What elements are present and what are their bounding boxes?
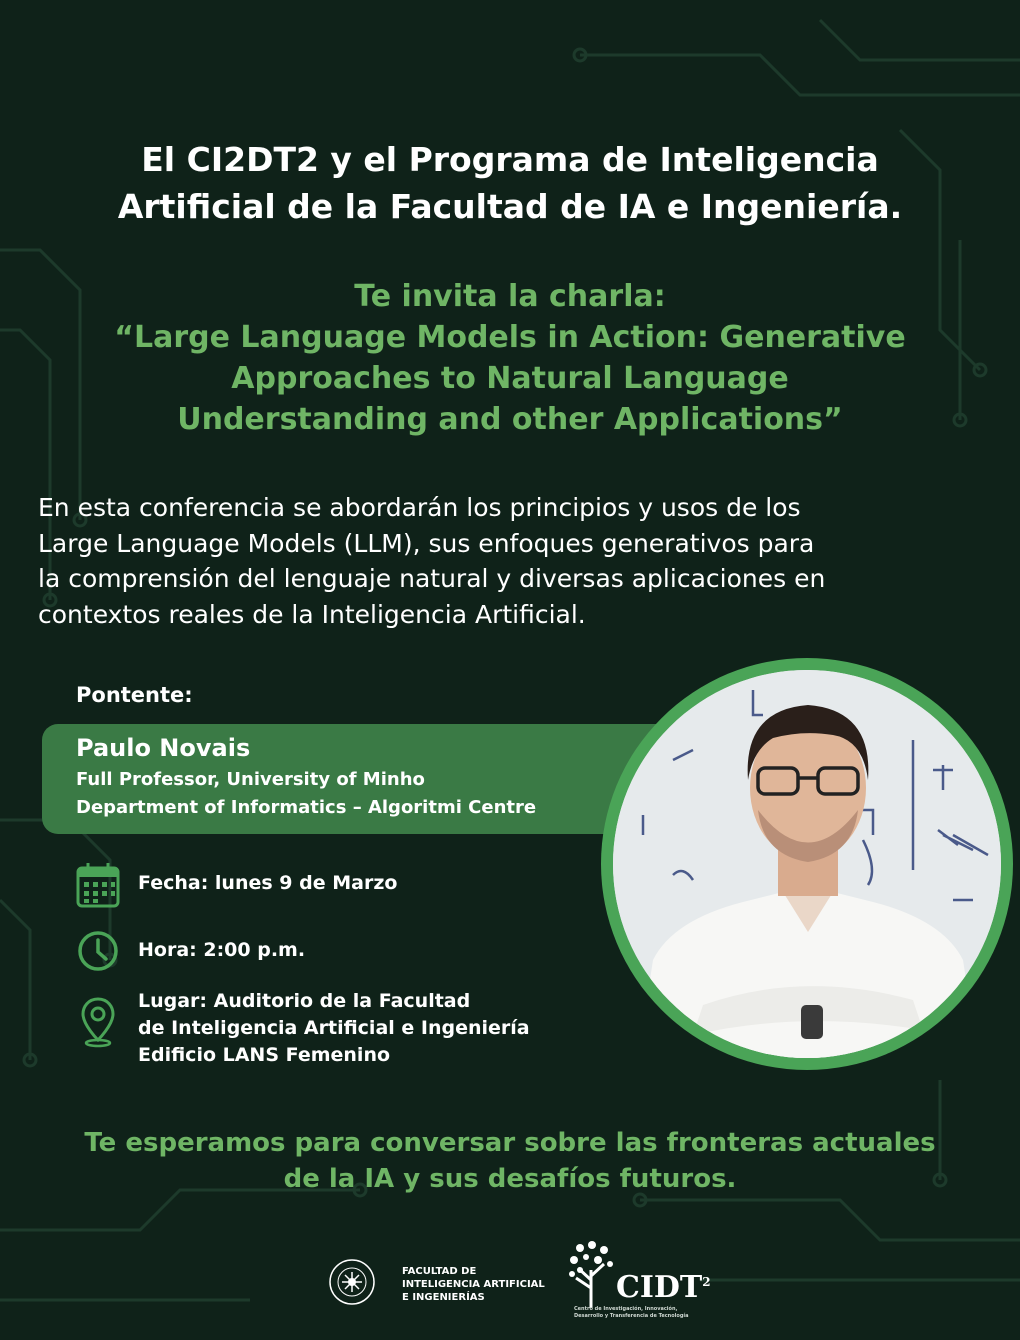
calendar-icon (76, 862, 120, 908)
header-title-line-2: Artificial de la Facultad de IA e Ingeniería. (117, 187, 903, 226)
header-title (40, 136, 980, 230)
cidt-logo-text (616, 1265, 711, 1305)
header-title-line-1: El CI2DT2 y el Programa de Inteligencia (141, 140, 879, 179)
talk-title-line-2: Approaches to Natural Language (231, 361, 789, 396)
cidt-caption-line-2: Desarrollo y Transferencia de Tecnología (574, 1313, 689, 1319)
talk-title-line-3: Understanding and other Applications” (177, 402, 843, 437)
event-date: Fecha: lunes 9 de Marzo (138, 872, 398, 894)
cidt-logo-word: CIDT (616, 1270, 703, 1305)
event-time: Hora: 2:00 p.m. (138, 939, 306, 961)
closing-line-1: Te esperamos para conversar sobre las fronteras actuales (84, 1128, 936, 1158)
cidt-logo-superscript: 2 (702, 1275, 711, 1289)
event-place-line-1: Lugar: Auditorio de la Facultad (138, 990, 471, 1012)
faculty-logo-text (402, 1265, 545, 1304)
speaker-photo (613, 670, 1001, 1058)
talk-title-line-1: “Large Language Models in Action: Generative (114, 320, 906, 355)
description-line-1: En esta conferencia se abordarán los principios y usos de los (38, 493, 801, 522)
speaker-label: Pontente: (76, 683, 193, 707)
speaker-role: Full Professor, University of Minho (76, 769, 425, 790)
faculty-logo-line-1: FACULTAD DE (402, 1266, 477, 1277)
speaker-department: Department of Informatics – Algoritmi Centre (76, 797, 537, 818)
faculty-logo-line-2: INTELIGENCIA ARTIFICIAL (402, 1279, 545, 1290)
speaker-name: Paulo Novais (76, 734, 251, 762)
description-line-3: la comprensión del lenguaje natural y diversas aplicaciones en (38, 564, 826, 593)
closing-message (20, 1125, 1000, 1197)
cidt-caption (574, 1306, 689, 1320)
faculty-logo-line-3: E INGENIERÍAS (402, 1292, 485, 1303)
invite-intro: Te invita la charla: (354, 279, 666, 314)
description-line-4: contextos reales de la Inteligencia Artificial. (38, 599, 586, 629)
clock-icon (77, 930, 119, 972)
event-place-line-2: de Inteligencia Artificial e Ingeniería (138, 1017, 530, 1039)
event-place-line-3: Edificio LANS Femenino (138, 1044, 391, 1066)
cidt-tree-logo (566, 1240, 616, 1310)
event-place (138, 988, 530, 1069)
speaker-portrait-illustration (613, 670, 1001, 1058)
closing-line-2: de la IA y sus desafíos futuros. (283, 1164, 737, 1194)
description-line-2: Large Language Models (LLM), sus enfoques generativos para (38, 528, 815, 558)
cidt-caption-line-1: Centro de Investigación, Innovación, (574, 1306, 678, 1312)
talk-invitation (20, 276, 1000, 440)
location-pin-icon (80, 996, 116, 1048)
talk-description (38, 490, 988, 632)
university-seal-logo (328, 1258, 376, 1306)
